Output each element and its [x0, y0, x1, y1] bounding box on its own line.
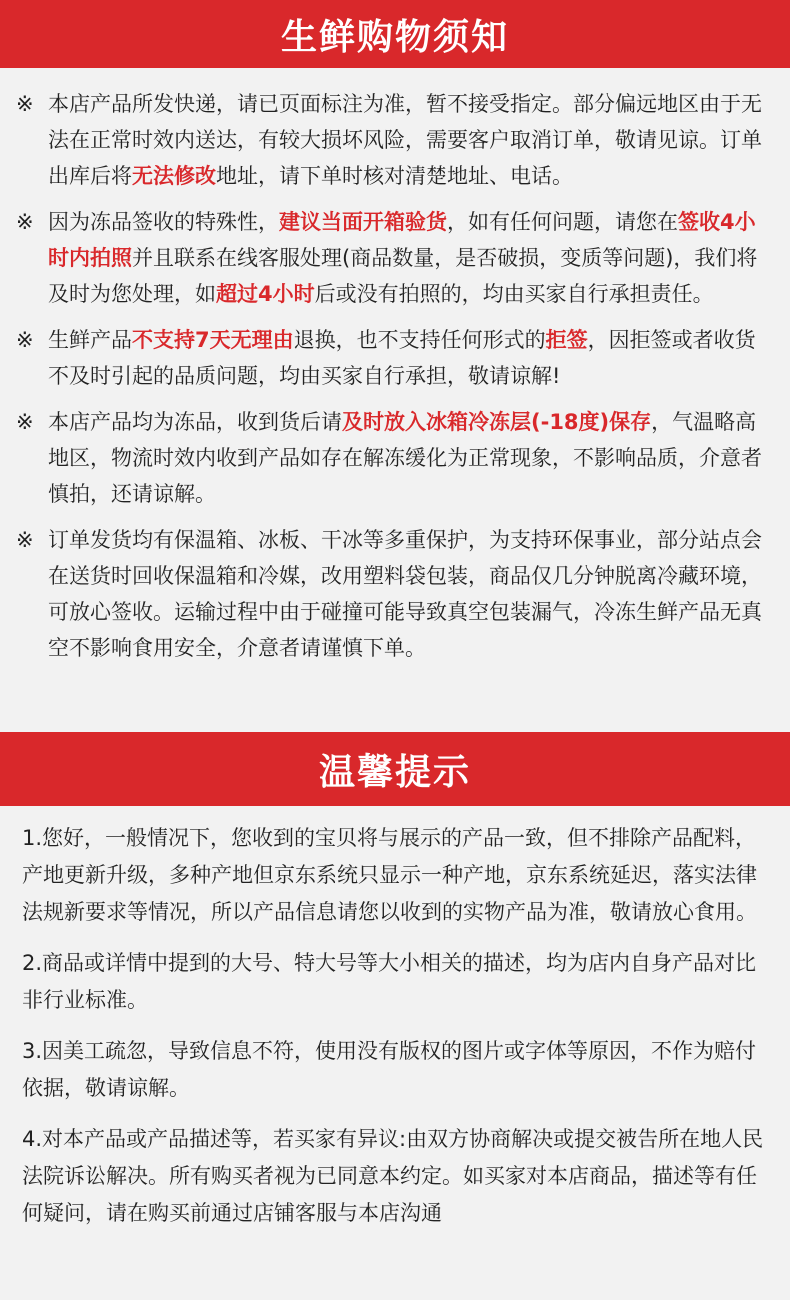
warm-tips-title: [0, 732, 790, 806]
reference-mark-icon: ※: [16, 92, 34, 116]
notice-item: [16, 322, 772, 394]
notice-item: [16, 522, 772, 666]
tip-item: 4.对本产品或产品描述等，若买家有异议:由双方协商解决或提交被告所在地人民法院诉讼解决。所有购买者视为已同意本约定。如买家对本店商品，描述等有任何疑问，请在购买前通过店铺客服与本店沟通: [22, 1127, 764, 1225]
notice-text: 订单发货均有保温箱、冰板、干冰等多重保护，为支持环保事业，部分站点会在送货时回收保温箱和冷媒，改用塑料袋包装，商品仅几分钟脱离冷藏环境，可放心签收。运输过程中由于碰撞可能导致真空包装漏气，冷冻生鲜产品无真空不影响食用安全，介意者请谨慎下单。: [48, 528, 762, 660]
notice-text: 生鲜产品不支持7天无理由退换，也不支持任何形式的拒签，因拒签或者收货不及时引起的品质问题，均由买家自行承担，敬请谅解!: [48, 328, 756, 388]
section-title: 温馨提示: [318, 751, 471, 793]
highlight: 不支持7天无理由: [132, 328, 294, 352]
highlight: 拒签: [545, 328, 588, 352]
highlight: 无法修改: [132, 164, 216, 188]
fresh-shopping-notice-title: [0, 0, 790, 68]
notice-item: [16, 404, 772, 512]
reference-mark-icon: ※: [16, 410, 34, 434]
reference-mark-icon: ※: [16, 210, 34, 234]
section-title: 生鲜购物须知: [280, 16, 509, 58]
notice-text: 因为冻品签收的特殊性，建议当面开箱验货，如有任何问题，请您在签收4小时内拍照并且联系在线客服处理(商品数量，是否破损，变质等问题)，我们将及时为您处理，如超过4小时后或没有拍照的，均由买家自行承担责任。: [48, 210, 758, 306]
tips-list: [0, 806, 790, 1232]
notice-item: [16, 86, 772, 194]
highlight: 及时放入冰箱冷冻层(-18度)保存: [342, 410, 652, 434]
notice-list: [0, 68, 790, 732]
notice-text: 本店产品均为冻品，收到货后请及时放入冰箱冷冻层(-18度)保存，气温略高地区，物流时效内收到产品如存在解冻缓化为正常现象，不影响品质，介意者慎拍，还请谅解。: [48, 410, 762, 506]
tip-item: 1.您好，一般情况下，您收到的宝贝将与展示的产品一致，但不排除产品配料，产地更新升级，多种产地但京东系统只显示一种产地，京东系统延迟，落实法律法规新要求等情况，所以产品信息请您以收到的实物产品为准，敬请放心食用。: [22, 826, 757, 924]
highlight: 超过4小时: [216, 282, 315, 306]
tip-item: 3.因美工疏忽，导致信息不符，使用没有版权的图片或字体等原因，不作为赔付依据，敬请谅解。: [22, 1039, 757, 1100]
highlight: 建议当面开箱验货: [279, 210, 447, 234]
notice-item: [16, 204, 772, 312]
notice-text: 本店产品所发快递，请已页面标注为准，暂不接受指定。部分偏远地区由于无法在正常时效内送达，有较大损坏风险，需要客户取消订单，敬请见谅。订单出库后将无法修改地址，请下单时核对清楚地址、电话。: [48, 92, 762, 188]
reference-mark-icon: ※: [16, 528, 34, 552]
reference-mark-icon: ※: [16, 328, 34, 352]
highlight: 签收4小时内拍照: [48, 210, 756, 270]
tip-item: 2.商品或详情中提到的大号、特大号等大小相关的描述，均为店内自身产品对比非行业标准。: [22, 951, 757, 1012]
